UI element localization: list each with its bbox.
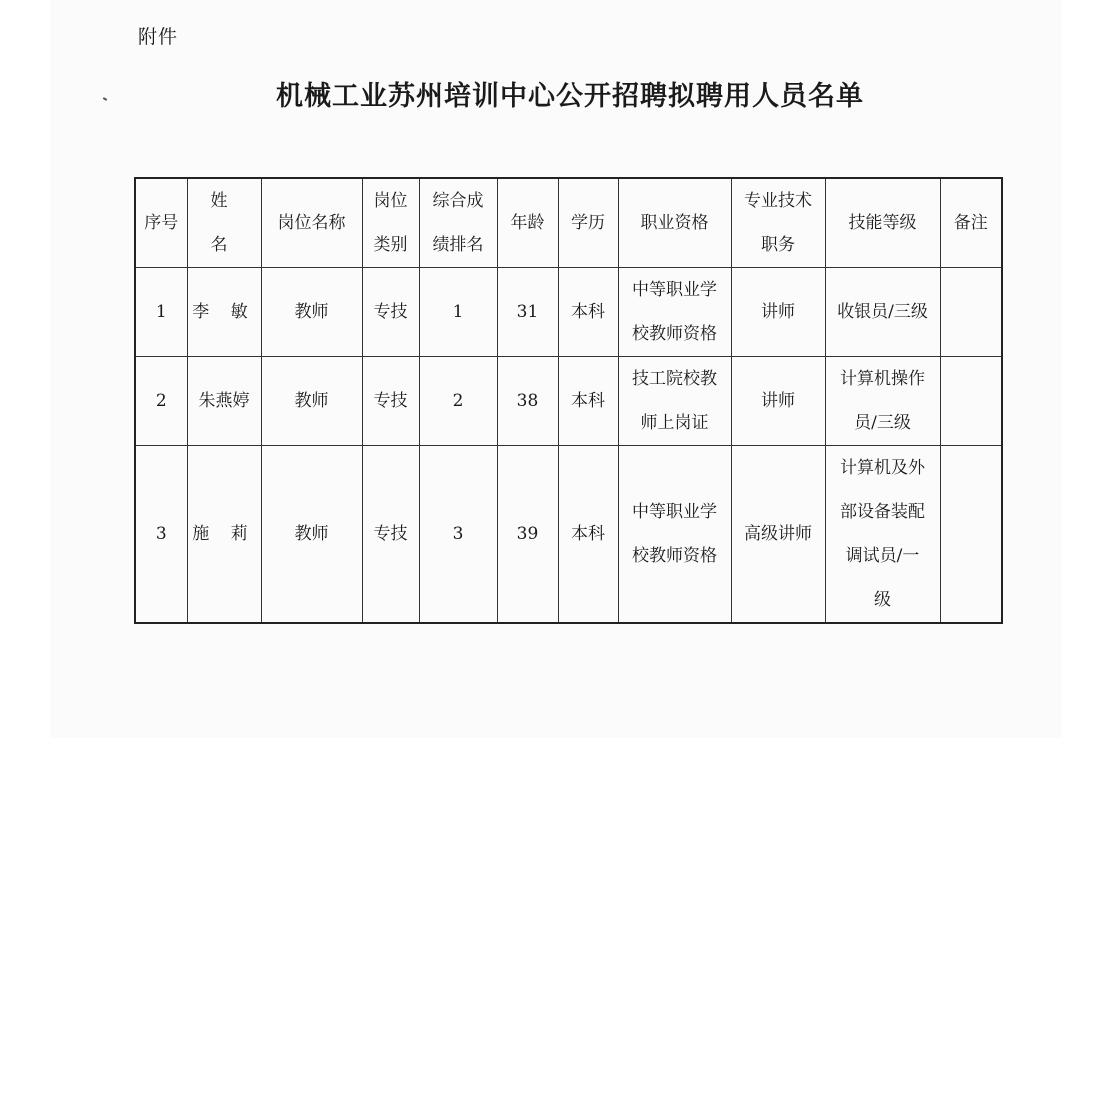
cell-education: 本科 <box>558 268 618 357</box>
cell-rank: 1 <box>419 268 497 357</box>
cell-skill-level: 收银员/三级 <box>825 268 940 357</box>
cell-position: 教师 <box>261 357 362 446</box>
cell-qualification: 中等职业学校教师资格 <box>618 268 731 357</box>
header-professional-title: 专业技术职务 <box>731 178 825 268</box>
header-position: 岗位名称 <box>261 178 362 268</box>
cell-professional-title: 高级讲师 <box>731 446 825 624</box>
header-index: 序号 <box>135 178 187 268</box>
header-education: 学历 <box>558 178 618 268</box>
header-qualification: 职业资格 <box>618 178 731 268</box>
cell-position: 教师 <box>261 446 362 624</box>
table-row <box>135 446 1002 624</box>
table-row <box>135 357 1002 446</box>
attachment-label: 附件 <box>138 26 179 48</box>
cell-name: 朱燕婷 <box>187 357 261 446</box>
document-title: 机械工业苏州培训中心公开招聘拟聘用人员名单 <box>276 81 864 112</box>
cell-name: 李 敏 <box>187 268 261 357</box>
cell-index: 2 <box>135 357 187 446</box>
cell-index: 1 <box>135 268 187 357</box>
cell-category: 专技 <box>362 357 419 446</box>
cell-rank: 2 <box>419 357 497 446</box>
cell-category: 专技 <box>362 446 419 624</box>
cell-qualification: 技工院校教师上岗证 <box>618 357 731 446</box>
table-row <box>135 268 1002 357</box>
cell-education: 本科 <box>558 446 618 624</box>
table-header-row <box>135 178 1002 268</box>
cell-age: 39 <box>497 446 558 624</box>
header-category: 岗位类别 <box>362 178 419 268</box>
header-skill-level: 技能等级 <box>825 178 940 268</box>
cell-professional-title: 讲师 <box>731 268 825 357</box>
cell-category: 专技 <box>362 268 419 357</box>
cell-skill-level: 计算机操作员/三级 <box>825 357 940 446</box>
cell-age: 31 <box>497 268 558 357</box>
cell-qualification: 中等职业学校教师资格 <box>618 446 731 624</box>
cell-remark <box>940 446 1002 624</box>
cell-index: 3 <box>135 446 187 624</box>
cell-rank: 3 <box>419 446 497 624</box>
cell-age: 38 <box>497 357 558 446</box>
cell-skill-level: 计算机及外部设备装配调试员/一级 <box>825 446 940 624</box>
cell-remark <box>940 268 1002 357</box>
cell-education: 本科 <box>558 357 618 446</box>
hire-list-table <box>134 177 1003 624</box>
cell-name: 施 莉 <box>187 446 261 624</box>
cell-position: 教师 <box>261 268 362 357</box>
header-remark: 备注 <box>940 178 1002 268</box>
cell-professional-title: 讲师 <box>731 357 825 446</box>
header-name: 姓 名 <box>187 178 261 268</box>
cell-remark <box>940 357 1002 446</box>
header-rank: 综合成绩排名 <box>419 178 497 268</box>
header-age: 年龄 <box>497 178 558 268</box>
